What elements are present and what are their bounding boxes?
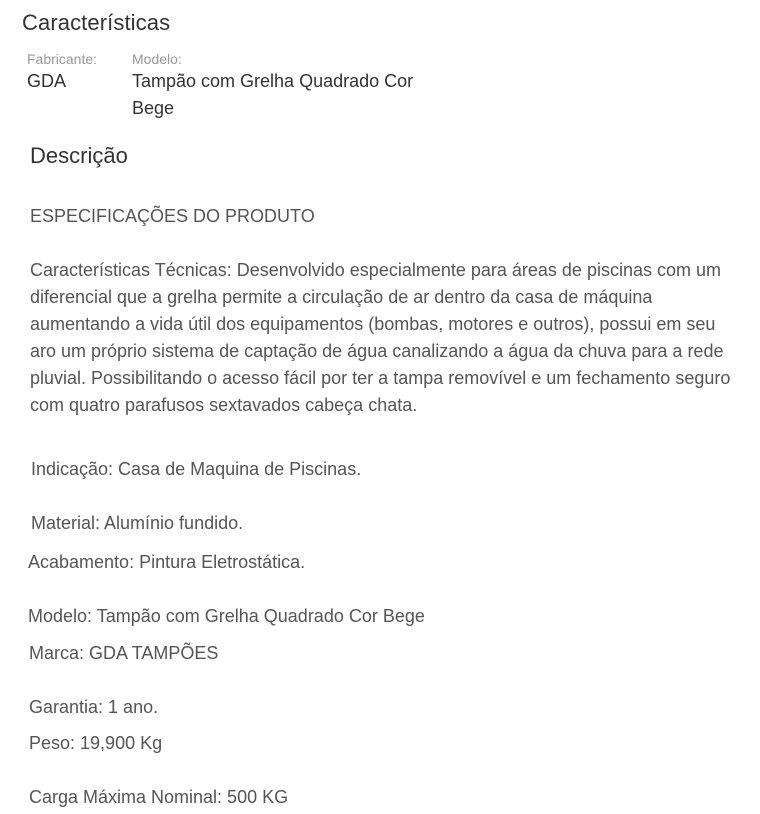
spec-fabricante xyxy=(27,50,122,95)
descricao-title: Descrição xyxy=(30,143,128,168)
caracteristicas-title: Características xyxy=(22,10,171,35)
modelo-text: Modelo: Tampão com Grelha Quadrado Cor Bege xyxy=(28,606,425,626)
spec-modelo xyxy=(132,50,452,122)
marca-text: Marca: GDA TAMPÕES xyxy=(29,643,219,663)
garantia-text: Garantia: 1 ano. xyxy=(29,697,159,717)
carga-text: Carga Máxima Nominal: 500 KG xyxy=(29,787,289,807)
modelo-label: Modelo: xyxy=(132,51,182,67)
acabamento-text: Acabamento: Pintura Eletrostática. xyxy=(28,552,306,572)
indicacao-text: Indicação: Casa de Maquina de Piscinas. xyxy=(31,459,362,479)
peso-text: Peso: 19,900 Kg xyxy=(29,733,163,753)
caracteristicas-tecnicas-text: Características Técnicas: Desenvolvido especialmente para áreas de piscinas com um diferencial que a grelha permite a circulação de ar dentro da casa de máquina aumentando a vida útil dos equipamentos (bombas, motores e outros), possui em seu aro um próprio sistema de captação de água canalizando a água da chuva para a rede pluvial. Possibilitando o acesso fácil por ter a tampa removível e um fechamento seguro com quatro parafusos sextavados cabeça chata. xyxy=(30,260,731,415)
fabricante-label: Fabricante: xyxy=(27,51,98,67)
material-text: Material: Alumínio fundido. xyxy=(31,513,244,533)
fabricante-value: GDA xyxy=(27,71,67,91)
modelo-value-line2: Bege xyxy=(132,98,175,118)
modelo-value-line1: Tampão com Grelha Quadrado Cor xyxy=(132,71,414,91)
especificacoes-heading: ESPECIFICAÇÕES DO PRODUTO xyxy=(30,206,315,226)
